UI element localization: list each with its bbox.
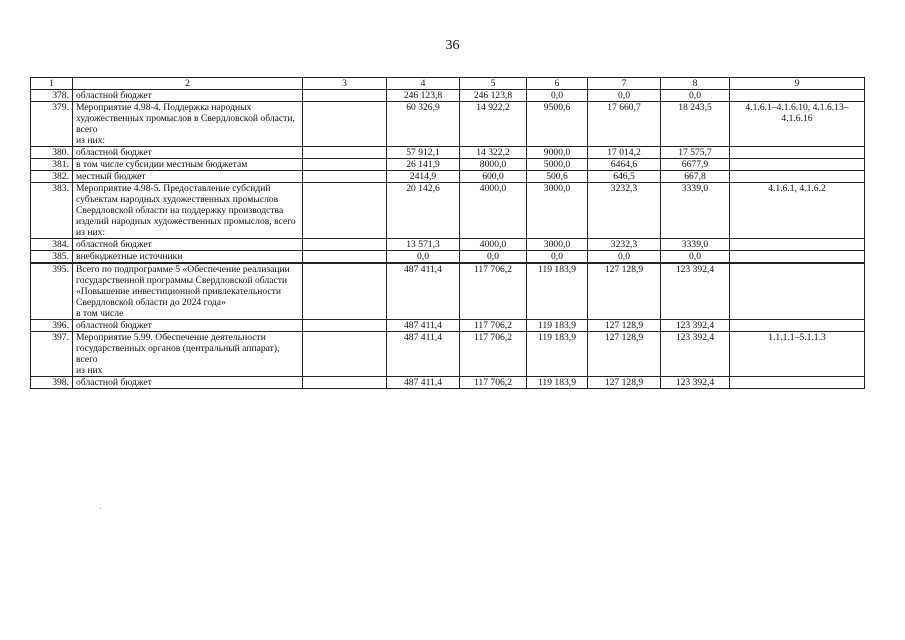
column-4-cell: 487 411,4 xyxy=(387,263,460,320)
column-8-cell: 18 243,5 xyxy=(661,102,730,147)
column-5-cell: 4000,0 xyxy=(460,183,527,239)
column-7-cell: 3232,3 xyxy=(588,239,661,251)
column-7-cell: 3232,3 xyxy=(588,183,661,239)
column-6-cell: 9500,6 xyxy=(527,102,588,147)
column-5-cell: 600,0 xyxy=(460,171,527,183)
column-6-cell: 119 183,9 xyxy=(527,377,588,389)
column-3-cell xyxy=(303,102,387,147)
column-3-cell xyxy=(303,171,387,183)
column-3-cell xyxy=(303,251,387,264)
row-number-cell: 381. xyxy=(31,159,73,171)
row-name-cell: областной бюджет xyxy=(73,320,303,332)
row-number-cell: 382. xyxy=(31,171,73,183)
row-name-cell: Всего по подпрограмме 5 «Обеспечение реализации государственной программы Свердловской области «Повышение инвестиционной привлекательности Свердловской области до 2024 года» в том числе xyxy=(73,263,303,320)
header-cell: 7 xyxy=(588,78,661,90)
column-4-cell: 20 142,6 xyxy=(387,183,460,239)
column-6-cell: 119 183,9 xyxy=(527,332,588,377)
column-4-cell: 26 141,9 xyxy=(387,159,460,171)
row-name-cell: областной бюджет xyxy=(73,377,303,389)
column-5-cell: 117 706,2 xyxy=(460,263,527,320)
table-row xyxy=(31,183,865,239)
table-row xyxy=(31,263,865,320)
table-row xyxy=(31,377,865,389)
target-code-cell xyxy=(730,263,865,320)
column-5-cell: 246 123,8 xyxy=(460,90,527,102)
column-7-cell: 646,5 xyxy=(588,171,661,183)
target-code-cell xyxy=(730,239,865,251)
column-5-cell: 117 706,2 xyxy=(460,320,527,332)
row-name-cell: внебюджетные источники xyxy=(73,251,303,264)
header-cell: 8 xyxy=(661,78,730,90)
column-3-cell xyxy=(303,90,387,102)
column-7-cell: 6464,6 xyxy=(588,159,661,171)
column-8-cell: 123 392,4 xyxy=(661,332,730,377)
column-8-cell: 3339,0 xyxy=(661,183,730,239)
row-number-cell: 385. xyxy=(31,251,73,264)
column-6-cell: 119 183,9 xyxy=(527,263,588,320)
column-7-cell: 17 014,2 xyxy=(588,147,661,159)
column-8-cell: 123 392,4 xyxy=(661,377,730,389)
column-4-cell: 487 411,4 xyxy=(387,377,460,389)
row-name-cell: областной бюджет xyxy=(73,147,303,159)
target-code-cell: 4.1.6.1, 4.1.6.2 xyxy=(730,183,865,239)
row-number-cell: 395. xyxy=(31,263,73,320)
row-number-cell: 380. xyxy=(31,147,73,159)
table-row xyxy=(31,147,865,159)
scan-speck xyxy=(100,508,101,509)
column-4-cell: 57 912,1 xyxy=(387,147,460,159)
table-row xyxy=(31,320,865,332)
row-name-cell: областной бюджет xyxy=(73,239,303,251)
column-7-cell: 0,0 xyxy=(588,90,661,102)
column-3-cell xyxy=(303,183,387,239)
column-6-cell: 3000,0 xyxy=(527,183,588,239)
column-7-cell: 17 660,7 xyxy=(588,102,661,147)
header-cell: 9 xyxy=(730,78,865,90)
column-7-cell: 127 128,9 xyxy=(588,320,661,332)
row-name-cell: Мероприятие 4.98-5. Предоставление субсидий субъектам народных художественных промыслов Свердловской области на поддержку производства изделий народных художественных промыслов, всего из них: xyxy=(73,183,303,239)
column-5-cell: 117 706,2 xyxy=(460,377,527,389)
table-row xyxy=(31,332,865,377)
column-8-cell: 123 392,4 xyxy=(661,263,730,320)
row-number-cell: 384. xyxy=(31,239,73,251)
row-name-cell: областной бюджет xyxy=(73,90,303,102)
column-3-cell xyxy=(303,320,387,332)
column-7-cell: 127 128,9 xyxy=(588,263,661,320)
column-4-cell: 246 123,8 xyxy=(387,90,460,102)
column-8-cell: 3339,0 xyxy=(661,239,730,251)
column-7-cell: 0,0 xyxy=(588,251,661,264)
table-row xyxy=(31,239,865,251)
row-number-cell: 383. xyxy=(31,183,73,239)
column-5-cell: 4000,0 xyxy=(460,239,527,251)
row-name-cell: местный бюджет xyxy=(73,171,303,183)
target-code-cell xyxy=(730,90,865,102)
column-3-cell xyxy=(303,239,387,251)
column-6-cell: 0,0 xyxy=(527,90,588,102)
column-4-cell: 60 326,9 xyxy=(387,102,460,147)
header-cell: 1 xyxy=(31,78,73,90)
header-cell: 5 xyxy=(460,78,527,90)
column-3-cell xyxy=(303,377,387,389)
column-3-cell xyxy=(303,147,387,159)
column-8-cell: 0,0 xyxy=(661,90,730,102)
target-code-cell xyxy=(730,159,865,171)
column-7-cell: 127 128,9 xyxy=(588,332,661,377)
column-5-cell: 8000,0 xyxy=(460,159,527,171)
column-6-cell: 119 183,9 xyxy=(527,320,588,332)
target-code-cell xyxy=(730,171,865,183)
target-code-cell xyxy=(730,147,865,159)
row-number-cell: 379. xyxy=(31,102,73,147)
target-code-cell: 4.1.6.1–4.1.6.10, 4.1.6.13–4.1.6.16 xyxy=(730,102,865,147)
row-name-cell: Мероприятие 4.98-4. Поддержка народных художественных промыслов в Свердловской области, всего из них: xyxy=(73,102,303,147)
header-cell: 4 xyxy=(387,78,460,90)
table-row xyxy=(31,171,865,183)
target-code-cell xyxy=(730,320,865,332)
row-name-cell: Мероприятие 5.99. Обеспечение деятельности государственных органов (центральный аппарат), всего из них xyxy=(73,332,303,377)
column-8-cell: 667,8 xyxy=(661,171,730,183)
column-7-cell: 127 128,9 xyxy=(588,377,661,389)
column-5-cell: 14 922,2 xyxy=(460,102,527,147)
column-4-cell: 13 571,3 xyxy=(387,239,460,251)
column-3-cell xyxy=(303,159,387,171)
column-5-cell: 117 706,2 xyxy=(460,332,527,377)
column-3-cell xyxy=(303,332,387,377)
table-row xyxy=(31,90,865,102)
column-6-cell: 3000,0 xyxy=(527,239,588,251)
column-5-cell: 14 322,2 xyxy=(460,147,527,159)
column-8-cell: 6677,9 xyxy=(661,159,730,171)
target-code-cell xyxy=(730,377,865,389)
target-code-cell xyxy=(730,251,865,264)
column-4-cell: 487 411,4 xyxy=(387,320,460,332)
target-code-cell: 1.1.1.1–5.1.1.3 xyxy=(730,332,865,377)
row-number-cell: 378. xyxy=(31,90,73,102)
column-5-cell: 0,0 xyxy=(460,251,527,264)
column-6-cell: 9000,0 xyxy=(527,147,588,159)
table-row xyxy=(31,251,865,264)
row-number-cell: 397. xyxy=(31,332,73,377)
page-number: 36 xyxy=(445,38,460,53)
column-6-cell: 0,0 xyxy=(527,251,588,264)
column-8-cell: 0,0 xyxy=(661,251,730,264)
column-8-cell: 123 392,4 xyxy=(661,320,730,332)
header-cell: 2 xyxy=(73,78,303,90)
column-6-cell: 5000,0 xyxy=(527,159,588,171)
budget-table xyxy=(30,77,865,389)
column-4-cell: 487 411,4 xyxy=(387,332,460,377)
table-header-row xyxy=(31,78,865,90)
table-row xyxy=(31,159,865,171)
column-6-cell: 500,6 xyxy=(527,171,588,183)
table-row xyxy=(31,102,865,147)
header-cell: 3 xyxy=(303,78,387,90)
column-4-cell: 0,0 xyxy=(387,251,460,264)
column-4-cell: 2414,9 xyxy=(387,171,460,183)
column-3-cell xyxy=(303,263,387,320)
header-cell: 6 xyxy=(527,78,588,90)
row-number-cell: 398. xyxy=(31,377,73,389)
row-number-cell: 396. xyxy=(31,320,73,332)
column-8-cell: 17 575,7 xyxy=(661,147,730,159)
row-name-cell: в том числе субсидии местным бюджетам xyxy=(73,159,303,171)
